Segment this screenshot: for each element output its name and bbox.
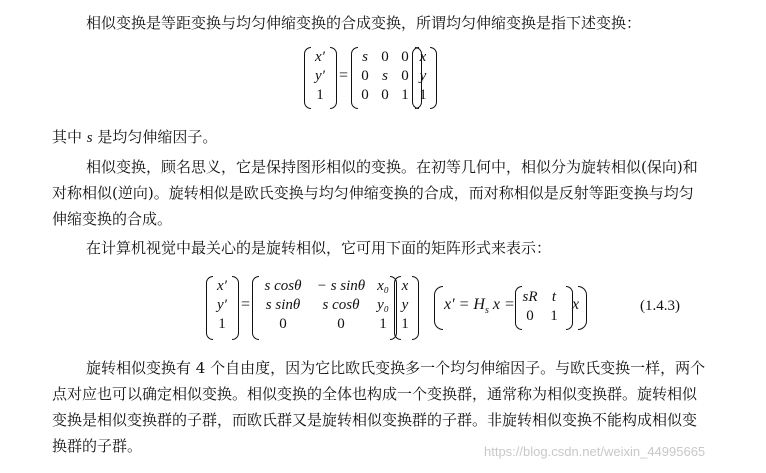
- eq1-lhs-2: 1: [316, 87, 324, 103]
- eq2-compact-matrix: [518, 288, 566, 326]
- p2-variable: s: [86, 130, 93, 146]
- p2-prefix: 其中: [52, 128, 87, 146]
- eq1-rhs-0: x: [419, 49, 427, 65]
- eq2-lhs-0: x′: [217, 278, 227, 294]
- eq2-m22: 1: [379, 316, 387, 332]
- paragraph-4: 在计算机视觉中最关心的是旋转相似，它可用下面的矩阵形式来表示：: [86, 239, 552, 257]
- eq2-m00: s cosθ: [264, 278, 302, 294]
- eq2-m20: 0: [279, 316, 287, 332]
- eq2-compact-lhs: [444, 296, 515, 316]
- compact-subscript: s: [484, 305, 489, 317]
- paragraph-5-line-3: 变换是相似变换群的子群，而欧氏群又是旋转相似变换群的子群。非旋转相似变换不能构成相似变: [52, 411, 698, 429]
- eq1-m21: 0: [381, 87, 389, 103]
- eq1-m01: 0: [381, 49, 389, 65]
- eq2-rhs-vector: [398, 277, 412, 334]
- eq2-lhs-2: 1: [218, 316, 226, 332]
- eq1-equals: =: [339, 67, 349, 84]
- right-paren: [412, 276, 419, 340]
- eq1-lhs-1: y′: [315, 68, 325, 84]
- paragraph-5-line-1: 旋转相似变换有 4 个自由度，因为它比欧氏变换多一个均匀伸缩因子。与欧氏变换一样，两个: [86, 359, 706, 377]
- paragraph-1: 相似变换是等距变换与均匀伸缩变换的合成变换，所谓均匀伸缩变换是指下述变换：: [86, 14, 642, 32]
- paragraph-3-line-2: 对称相似(逆向)。旋转相似是欧氏变换与均匀伸缩变换的合成，而对称相似是反射等距变换与均匀: [52, 184, 694, 202]
- eq2-m11: s cosθ: [322, 297, 360, 313]
- p2-suffix: 是均匀伸缩因子。: [92, 128, 218, 146]
- eq2-compact-tail: x: [572, 296, 580, 313]
- watermark: https://blog.csdn.net/weixin_44995665: [484, 444, 706, 459]
- eq2-rhs-1: y: [401, 297, 409, 313]
- right-paren: [578, 286, 587, 330]
- paragraph-3-line-3: 伸缩变换的合成。: [52, 210, 173, 228]
- equation-number: (1.4.3): [640, 298, 680, 314]
- eq1-rhs-1: y: [419, 68, 427, 84]
- cm10: 0: [526, 308, 534, 324]
- eq2-matrix: [256, 277, 394, 334]
- eq1-m00: s: [362, 49, 368, 65]
- compact-mid-text: x =: [492, 296, 515, 313]
- eq2-lhs-vector: [212, 277, 232, 334]
- compact-lhs-text: x′ = H: [444, 296, 485, 313]
- eq2-equals: =: [241, 296, 251, 313]
- eq1-lhs-0: x′: [315, 49, 325, 65]
- left-paren: [434, 286, 443, 330]
- eq1-lhs-vector: [310, 48, 330, 105]
- eq2-rhs-2: 1: [401, 316, 409, 332]
- eq1-m02: 0: [401, 49, 409, 65]
- eq1-m10: 0: [361, 68, 369, 84]
- cm00: sR: [522, 289, 538, 305]
- equation-1: [300, 45, 440, 113]
- eq2-m01: − s sinθ: [316, 278, 366, 294]
- cm01: t: [551, 289, 557, 305]
- eq1-m11: s: [382, 68, 388, 84]
- eq1-matrix: [355, 48, 415, 105]
- paragraph-3-line-1: 相似变换，顾名思义，它是保持图形相似的变换。在初等几何中，相似分为旋转相似(保向)和: [86, 158, 698, 176]
- paragraph-2: [52, 127, 217, 148]
- eq1-m12: 0: [401, 68, 409, 84]
- paragraph-5-line-2: 点对应也可以确定相似变换。相似变换的全体也构成一个变换群，通常称为相似变换群。旋转相似: [52, 385, 698, 403]
- right-paren: [430, 47, 437, 109]
- eq2-m10: s sinθ: [265, 297, 301, 313]
- eq2-lhs-1: y′: [217, 297, 227, 313]
- eq2-rhs-0: x: [401, 278, 409, 294]
- eq1-m22: 1: [401, 87, 409, 103]
- eq1-rhs-2: 1: [419, 87, 427, 103]
- equation-2: [202, 274, 702, 344]
- right-paren: [232, 276, 239, 340]
- cm11: 1: [550, 308, 558, 324]
- right-paren: [330, 47, 337, 109]
- eq1-m20: 0: [361, 87, 369, 103]
- paragraph-5-line-4: 换群的子群。: [52, 437, 143, 455]
- eq2-m21: 0: [337, 316, 345, 332]
- eq1-rhs-vector: [416, 48, 430, 105]
- eq2-m02: x₀: [377, 278, 389, 294]
- eq2-m12: y₀: [377, 297, 389, 313]
